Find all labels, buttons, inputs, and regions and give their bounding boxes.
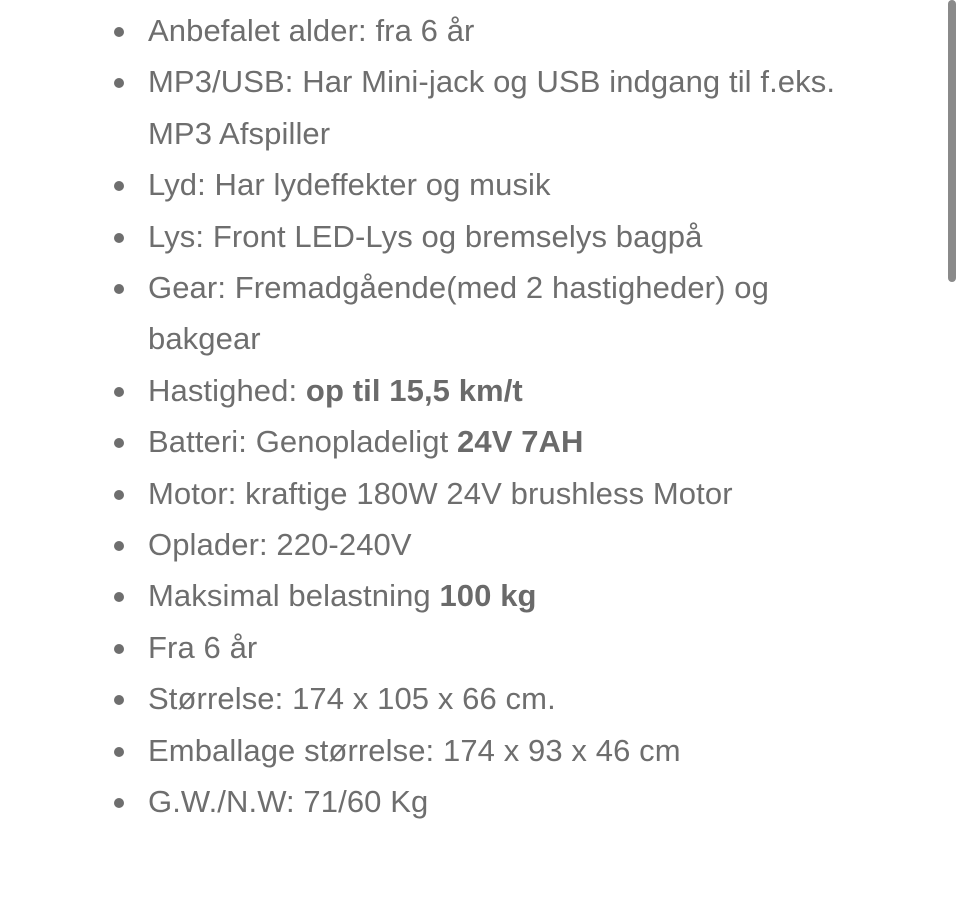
spec-text: Maksimal belastning bbox=[148, 578, 440, 614]
spec-text: Emballage størrelse: 174 x 93 x 46 cm bbox=[148, 732, 681, 768]
spec-text: Gear: Fremadgående(med 2 hastigheder) og bakgear bbox=[148, 270, 769, 357]
spec-text: Motor: kraftige 180W 24V brushless Motor bbox=[148, 475, 733, 511]
scrollbar[interactable] bbox=[940, 0, 960, 913]
spec-item-battery bbox=[148, 416, 868, 467]
spec-text: MP3/USB: Har Mini-jack og USB indgang til f.eks. MP3 Afspiller bbox=[148, 64, 836, 151]
spec-value-battery: 24V 7AH bbox=[457, 424, 584, 460]
spec-item-recommended-age bbox=[148, 5, 868, 56]
spec-text: Oplader: 220-240V bbox=[148, 527, 412, 563]
spec-item-age bbox=[148, 622, 868, 673]
spec-item-motor bbox=[148, 468, 868, 519]
spec-text: Hastighed: bbox=[148, 372, 306, 408]
spec-item-sound bbox=[148, 159, 868, 210]
spec-text: Lyd: Har lydeffekter og musik bbox=[148, 167, 551, 203]
spec-item-package-size bbox=[148, 725, 868, 776]
spec-text: Lys: Front LED-Lys og bremselys bagpå bbox=[148, 218, 703, 254]
spec-item-lights bbox=[148, 211, 868, 262]
spec-value-speed: op til 15,5 km/t bbox=[305, 372, 523, 408]
spec-list bbox=[148, 5, 868, 828]
spec-item-gear bbox=[148, 262, 868, 365]
spec-text: Batteri: Genopladeligt bbox=[148, 424, 458, 460]
spec-text: Fra 6 år bbox=[148, 629, 258, 665]
spec-item-charger bbox=[148, 519, 868, 570]
spec-text: Anbefalet alder: fra 6 år bbox=[148, 13, 475, 48]
spec-text: Størrelse: 174 x 105 x 66 cm. bbox=[148, 681, 556, 717]
spec-text: G.W./N.W: 71/60 Kg bbox=[148, 784, 429, 820]
spec-item-mp3-usb bbox=[148, 56, 868, 159]
spec-item-max-load bbox=[148, 570, 868, 621]
scrollbar-thumb[interactable] bbox=[948, 0, 956, 282]
spec-value-max-load: 100 kg bbox=[439, 578, 537, 614]
spec-item-speed bbox=[148, 365, 868, 416]
spec-item-size bbox=[148, 673, 868, 724]
spec-item-weight bbox=[148, 776, 868, 827]
